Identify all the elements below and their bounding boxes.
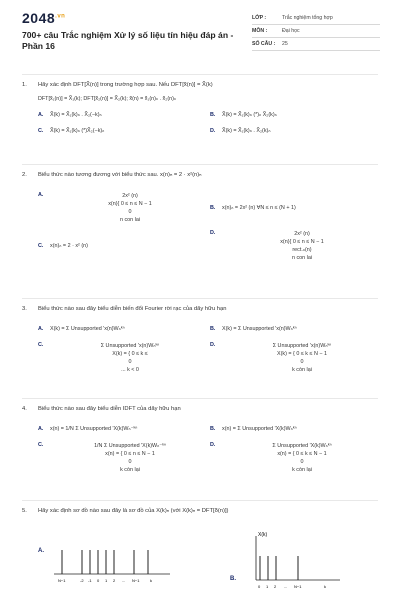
option-c[interactable] (38, 128, 210, 134)
question-number: 3. (22, 306, 27, 312)
axis-label: k (324, 584, 326, 589)
option-c[interactable] (38, 342, 210, 374)
question-text: Biểu thức nào sau đây biểu diễn IDFT của dãy hữu hạn (38, 406, 181, 412)
meta-key: MÔN : (252, 28, 268, 34)
option-text: x(n) = 1/N Σ Unsupported 'X(k)Wₙ⁻ᵏⁿ (50, 426, 138, 432)
logo-suffix: .vn (55, 13, 66, 20)
option-line: x(n) = { 0 ≤ n ≤ N − 1 (105, 451, 155, 457)
option-letter: C. (38, 342, 44, 348)
option-letter: D. (210, 230, 216, 236)
axis-label: 2 (113, 578, 116, 583)
y-axis-label: X(k) (258, 532, 268, 538)
option-line: k còn lại (120, 467, 140, 473)
option-text: X̃(k) = X̃₁(k)ₙ (*)X̃₂(−k)ₙ (50, 128, 105, 134)
option-line: 0 (128, 459, 132, 465)
option-line: Σ Unsupported 'x(n)Wₙᵏⁿ (100, 343, 160, 349)
divider (22, 164, 378, 165)
option-a[interactable] (38, 112, 210, 118)
document-title: 700+ câu Trắc nghiệm Xử lý số liệu tín hiệu đáp án - Phần 16 (22, 30, 234, 51)
option-c[interactable] (38, 442, 210, 474)
option-letter: C. (38, 128, 44, 134)
option-b-diagram[interactable] (240, 528, 360, 592)
axis-label: ... (284, 584, 288, 589)
question-3 (22, 306, 382, 374)
axis-label: N−1 (132, 578, 140, 583)
option-text: X(k) = Σ Unsupported 'x(n)Wₙᵏⁿ (222, 326, 297, 332)
question-number: 1. (22, 82, 27, 88)
question-4 (22, 406, 382, 474)
option-line: 2x² (n) (294, 231, 310, 237)
option-a[interactable] (38, 192, 210, 224)
option-letter: D. (210, 128, 216, 134)
option-letter: C. (38, 243, 44, 249)
option-letter: A. (38, 326, 44, 332)
option-line: X(k) = { 0 ≤ k ≤ N − 1 (277, 351, 327, 357)
site-logo[interactable] (22, 10, 65, 26)
meta-value: Trắc nghiệm tổng hợp (282, 15, 333, 21)
option-line: rect.ₙ(n) (292, 247, 312, 253)
option-b[interactable] (210, 326, 382, 332)
option-letter: A. (38, 426, 44, 432)
meta-key: SỐ CÂU : (252, 41, 276, 47)
option-a-letter[interactable]: A. (38, 548, 44, 554)
question-number: 5. (22, 508, 27, 514)
option-b[interactable] (210, 112, 382, 118)
question-1 (22, 82, 382, 134)
question-subtext: DFT[x̃₁(n)] = X̃₁(k); DFT[x̃₂(n)] = X̃₂(k); x̃(n) = x̃₁(n)ₙ . x̃₂(n)ₙ (38, 96, 177, 102)
option-b[interactable] (210, 426, 382, 432)
axis-label: N−1 (294, 584, 302, 589)
option-line: 0 (300, 459, 304, 465)
question-text: Biểu thức nào sau đây biểu diễn biến đổi Fourier rời rạc của dãy hữu hạn (38, 306, 227, 312)
option-text: X(k) = Σ Unsupported 'x(n)Wₙᵏⁿ (50, 326, 125, 332)
question-text: Hãy xác định DFT[X̃(n)] trong trường hợp sau. Nếu DFT[x̃(n)] = X̃(k) (38, 82, 213, 88)
option-a[interactable] (38, 326, 210, 332)
meta-table (252, 12, 380, 51)
option-line: x(n) = { 0 ≤ k ≤ N − 1 (277, 451, 327, 457)
option-line: n con lai (119, 217, 141, 223)
axis-label: 0 (258, 584, 261, 589)
option-a[interactable] (38, 426, 210, 432)
logo-text: 2048 (22, 10, 56, 26)
axis-label: 1 (105, 578, 108, 583)
axis-label: 0 (97, 578, 100, 583)
question-2 (22, 172, 382, 262)
meta-key: LỚP : (252, 15, 267, 21)
option-letter: D. (210, 442, 216, 448)
option-a-diagram[interactable] (50, 532, 180, 592)
option-line: Σ Unsupported 'X(k)Wₙᵏⁿ (272, 443, 332, 449)
question-5 (22, 508, 382, 514)
option-d[interactable] (210, 442, 382, 474)
option-text: X̃(k) = X̃₁(k)ₙ (*)ₙ X̃₂(k)ₙ (222, 112, 277, 118)
axis-label: k (150, 578, 152, 583)
option-d[interactable] (210, 230, 382, 262)
axis-label: ... (122, 578, 126, 583)
option-line: 0 (128, 359, 132, 365)
question-number: 4. (22, 406, 27, 412)
option-text: x(n)ₙ = 2x² (n) ∀N ≤ n ≤ (N + 1) (222, 205, 296, 211)
option-line: 0 (128, 209, 132, 215)
option-letter: B. (210, 205, 216, 211)
divider (22, 500, 378, 501)
meta-row-subject (252, 25, 380, 38)
option-letter: A. (38, 112, 44, 118)
option-b[interactable] (210, 192, 382, 224)
option-d[interactable] (210, 342, 382, 374)
meta-row-count (252, 38, 380, 51)
option-text: x(n) = Σ Unsupported 'X(k)Wₙᵏⁿ (222, 426, 297, 432)
option-letter: B. (210, 426, 216, 432)
option-text: x(n)ₙ = 2 · x² (n) (50, 243, 88, 249)
option-letter: B. (210, 326, 216, 332)
option-line: x(n){ 0 ≤ n ≤ N − 1 (108, 201, 152, 207)
option-text: X̃(k) = X̃₁(k)ₙ . X̃₂(k)ₙ (222, 128, 271, 134)
divider (22, 74, 378, 75)
option-letter: B. (210, 112, 216, 118)
option-d[interactable] (210, 128, 382, 134)
option-letter: D. (210, 342, 216, 348)
divider (22, 298, 378, 299)
axis-label: 1 (266, 584, 269, 589)
option-letter: A. (38, 192, 44, 198)
option-line: ... k < 0 (121, 367, 139, 373)
option-letter: C. (38, 442, 44, 448)
option-text: X̃(k) = X̃₁(k)ₙ . X̃₂(−k)ₙ (50, 112, 102, 118)
question-text: Hãy xác định sơ đồ nào sau đây là sơ đồ của X(k)ₙ (với X(k)ₙ = DFT[δ(n)]) (38, 508, 229, 514)
option-line: X(k) = { 0 ≤ k ≤ (112, 351, 148, 357)
question-text: Biểu thức nào tương đương với biểu thức sau. x(n)ₙ = 2 · x²(n)ₙ (38, 172, 202, 178)
option-line: k còn lại (292, 467, 312, 473)
option-c[interactable] (38, 230, 210, 262)
option-b-letter[interactable]: B. (230, 576, 236, 582)
axis-label: 2 (274, 584, 277, 589)
option-line: 2x² (n) (122, 193, 138, 199)
option-line: Σ Unsupported 'x(n)Wₙᵏⁿ (272, 343, 332, 349)
axis-label: -1 (88, 578, 92, 583)
meta-row-class (252, 12, 380, 25)
meta-value: Đại học (282, 28, 300, 34)
divider (22, 398, 378, 399)
axis-label: -2 (80, 578, 84, 583)
meta-value: 25 (282, 41, 288, 47)
option-line: n con lai (291, 255, 313, 261)
option-line: x(n){ 0 ≤ n ≤ N − 1 (280, 239, 324, 245)
axis-label: N−1 (58, 578, 66, 583)
question-number: 2. (22, 172, 27, 178)
option-line: 0 (300, 359, 304, 365)
option-line: k còn lại (292, 367, 312, 373)
option-line: 1/N Σ Unsupported 'X(k)Wₙ⁻ᵏⁿ (94, 443, 166, 449)
